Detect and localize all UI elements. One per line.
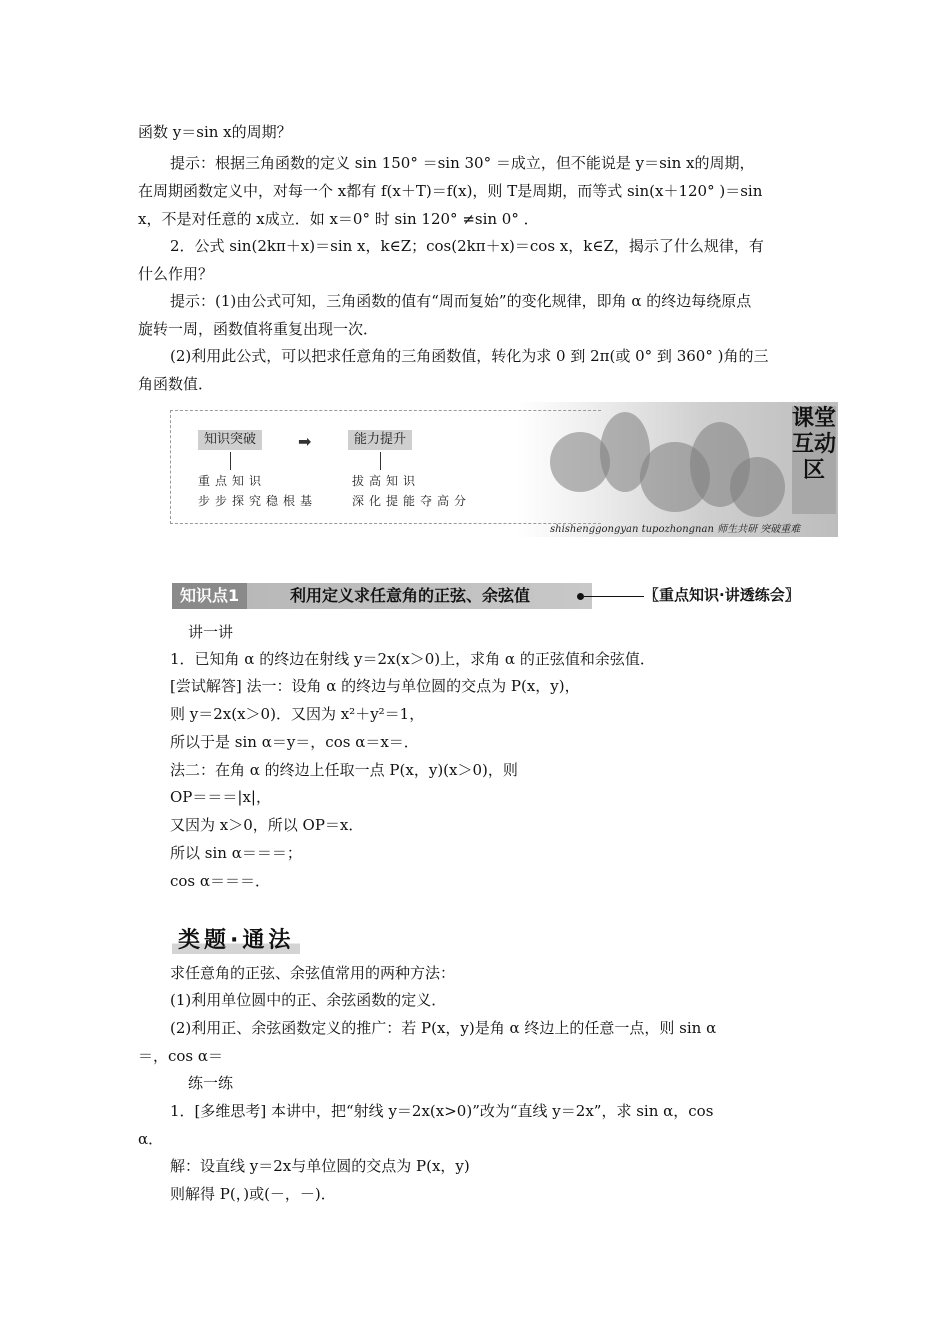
lecture-line-6: 法二：在角 α 的终边上任取一点 P(x，y)(x＞0)，则 <box>170 761 518 779</box>
tag-ability-improve: 能力提升 <box>348 430 412 450</box>
side-title: 课堂互动区 <box>792 406 836 514</box>
practice-heading: 练一练 <box>188 1074 234 1092</box>
method-line-2: (1)利用单位圆中的正、余弦函数的定义． <box>170 991 447 1009</box>
lecture-line-10: cos α＝＝＝． <box>170 872 271 890</box>
intro-line-6: 什么作用？ <box>138 265 214 283</box>
left-line-2: 步步探究稳根基 <box>198 494 318 508</box>
intro-line-4: x，不是对任意的 x成立．如 x＝0° 时 sin 120° ≠sin 0° ． <box>138 210 539 228</box>
arrow-right-icon: ➡ <box>298 432 312 451</box>
lecture-line-2: 1．已知角 α 的终边在射线 y＝2x(x＞0)上，求角 α 的正弦值和余弦值． <box>170 650 655 668</box>
tag-knowledge-breakthrough: 知识突破 <box>198 430 262 450</box>
intro-line-5: 2．公式 sin(2kπ＋x)＝sin x，k∈Z；cos(2kπ＋x)＝cos x，k∈Z，揭示了什么规律，有 <box>170 237 764 255</box>
method-line-1: 求任意角的正弦、余弦值常用的两种方法： <box>170 964 456 982</box>
intro-line-10: 角函数值． <box>138 375 214 393</box>
left-line-1: 重点知识 <box>198 474 267 488</box>
banner-caption: shishenggongyan tupozhongnan 师生共研 突破重难 <box>550 524 801 535</box>
practice-line-2: α． <box>138 1130 164 1148</box>
lecture-line-7: OP＝＝＝|x|， <box>170 788 271 806</box>
classroom-banner <box>170 402 838 537</box>
right-line-2: 深化提能夺高分 <box>352 494 472 508</box>
intro-line-9: (2)利用此公式，可以把求任意角的三角函数值，转化为求 0 到 2π(或 0° 到 360° )角的三 <box>170 347 769 365</box>
divider <box>584 596 644 597</box>
bullet-dot-icon <box>577 593 584 600</box>
lecture-line-5: 所以于是 sin α＝y＝，cos α＝x＝． <box>170 733 419 751</box>
intro-line-8: 旋转一周，函数值将重复出现一次． <box>138 320 379 338</box>
intro-line-1: 函数 y＝sin x的周期？ <box>138 123 292 141</box>
section-header <box>172 583 592 609</box>
practice-line-3: 解：设直线 y＝2x与单位圆的交点为 P(x，y) <box>170 1157 470 1175</box>
practice-line-1: 1．[多维思考] 本讲中，把“射线 y＝2x(x>0)”改为“直线 y＝2x”，求 sin α，cos <box>170 1102 714 1120</box>
leiti-heading: 类题·通法 <box>172 928 300 954</box>
section-tag: 〖重点知识·讲透练会〗 <box>644 586 800 604</box>
lecture-line-4: 则 y＝2x(x＞0)．又因为 x²＋y²＝1， <box>170 705 425 723</box>
method-line-4: ＝，cos α＝ <box>138 1047 224 1065</box>
practice-line-4: 则解得 P(，)或(－，－)． <box>170 1185 336 1203</box>
method-line-3: (2)利用正、余弦函数定义的推广：若 P(x，y)是角 α 终边上的任意一点，则 sin α <box>170 1019 717 1037</box>
connector-line <box>380 452 381 470</box>
lecture-line-1: 讲一讲 <box>188 623 234 641</box>
section-label: 知识点1 <box>172 583 247 609</box>
intro-line-7: 提示：(1)由公式可知，三角函数的值有“周而复始”的变化规律，即角 α 的终边每绕原点 <box>170 292 752 310</box>
lecture-line-9: 所以 sin α＝＝＝； <box>170 844 302 862</box>
crowd-figure <box>730 457 785 517</box>
right-line-1: 拔高知识 <box>352 474 421 488</box>
section-title: 利用定义求任意角的正弦、余弦值 <box>290 586 531 605</box>
lecture-line-3: [尝试解答] 法一：设角 α 的终边与单位圆的交点为 P(x，y)， <box>170 677 580 695</box>
intro-line-2: 提示：根据三角函数的定义 sin 150° ＝sin 30° ＝成立，但不能说是 y＝sin x的周期， <box>170 154 755 172</box>
intro-line-3: 在周期函数定义中，对每一个 x都有 f(x＋T)＝f(x)，则 T是周期，而等式 sin(x＋120° )＝sin <box>138 182 763 200</box>
connector-line <box>230 452 231 470</box>
lecture-line-8: 又因为 x＞0，所以 OP＝x． <box>170 816 364 834</box>
